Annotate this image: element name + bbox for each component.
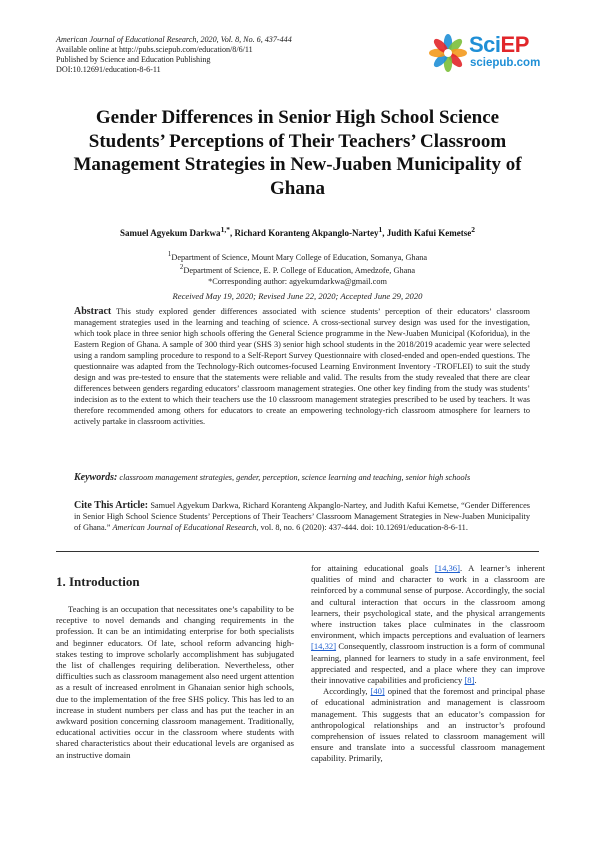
cite-text-end: , vol. 8, no. 6 (2020): 437-444. doi: 10.12691/education-8-6-11. [256,523,468,532]
flower-icon [425,32,471,74]
citation-link[interactable]: [40] [370,686,385,697]
abstract-label: Abstract [74,306,112,317]
citation-link[interactable]: [14,32] [311,641,337,652]
author-name: Richard Koranteng Akpanglo-Nartey [234,228,379,238]
logo-center [444,49,452,57]
citation-link[interactable]: [14,36] [434,563,460,573]
body-paragraph: Accordingly, [40] opined that the foremost and principal phase of educational administration and management is classroom management. This suggests that an educator’s compassion for anthropological relationships and an instructor’s profound comprehension of issues related to classroom management will ensure and translate into a successful classroom management capability. Primarily, [311,686,545,764]
affiliation-2: $^2$Department of Science, E. P. College of Education, Amedzofe, Ghana [179,264,416,276]
doi-line: DOI:10.12691/education-8-6-11 [56,65,161,74]
citation-block [74,500,530,533]
keywords [74,472,530,483]
author-separator: , [229,228,235,238]
article-title: Gender Differences in Senior High School Science Students’ Perceptions of Their Teachers’ Classroom Management Strategies in New-Juaben Municipality of Ghana [73,107,522,199]
author-separator: , [382,228,387,238]
section-divider [56,551,539,552]
author-name: Samuel Agyekum Darkwa [120,228,221,238]
body-column-left [56,570,294,761]
cite-journal: American Journal of Educational Research [112,523,257,532]
body-paragraph: for attaining educational goals [14,36]. A learner’s inherent qualities of mind and character to work in a classroom are reinforced by a communal sense of purpose. Accordingly, the social and cultural interaction that occurs in the classroom among learners, their psychological state, and the physical arrangements where instruction takes place culminates in the classroom environment, which impacts perceptions and evaluation of learners [14,32] Consequently, classroom instruction is a form of communal learning, planned for learners to study in a safe environment, feel appreciated and respected, and a place where they can improve their innovative capabilities and proficiency [8]. [311,563,545,686]
article-dates: Received May 19, 2020; Revised June 22, 2020; Accepted June 29, 2020 [172,291,423,301]
body-column-right [311,563,545,765]
logo-wordmark [469,33,529,57]
journal-citation-line: American Journal of Educational Research, 2020, Vol. 8, No. 6, 437-444 [56,35,292,44]
corresponding-author: *Corresponding author: agyekumdarkwa@gmail.com [208,276,387,286]
abstract-text: This study explored gender differences associated with science students’ perception of their educators’ classroom management strategies used in the learning and teaching of science. A cross-sectional survey design was used for the investigation, which took place in three senior high schools offering the General Science programme in the New-Juaben Municipal (Koforidua), in the Eastern Region of Ghana. A sample of 300 third year (SHS 3) senior high school students in the 2018/2019 academic year were selected using a random sampling procedure to respond to a Self-Report Survey Questionnaire with closed-ended and open-ended questions. The questionnaire was adapted from the Technology-Rich outcomes-focused Learning Environment Inventory -TROFLEI) to suit the study design and was pre-tested to ensure that the statements were reliable and valid. The results from the study revealed that there are clear differences between genders regarding educators’ classroom management strategies. One other key finding from the study was students’ indecision as to the extent to which their teachers use the 10 classroom management strategies prescribed to be used by teachers. It was therefore recommended among others for educators to create an empowering technology-rich classroom atmosphere for learners to actively partake in classroom activities. [74,307,530,426]
available-online-line: Available online at http://pubs.sciepub.com/education/8/6/11 [56,45,253,54]
author-affiliation-marker: 2 [471,225,475,234]
affiliation-1: $^1$Department of Science, Mount Mary College of Education, Somanya, Ghana [167,251,428,262]
logo-ep: EP [500,32,529,57]
publisher-line: Published by Science and Education Publishing [56,55,211,64]
affiliations [60,250,535,287]
cite-text: Samuel Agyekum Darkwa, Richard Koranteng Akpanglo-Nartey, and Judith Kafui Kemetse, “Gender Differences in Senior High School Science Students’ Perceptions of Their Teachers’ Classroom Management Strategies in New-Juaben Municipality of Ghana.” [74,501,530,532]
author-name: Judith Kafui Kemetse [386,228,472,238]
logo-domain: sciepub.com [470,57,541,69]
author-affiliation-marker: 1,* [220,225,230,234]
keywords-text: classroom management strategies, gender, perception, science learning and teaching, senior high schools [117,473,471,482]
author-affiliation-marker: 1 [378,225,383,234]
logo-sci: Sci [469,32,501,57]
keywords-label: Keywords: [74,472,118,483]
cite-label: Cite This Article: [74,500,149,511]
abstract [74,306,530,427]
body-paragraph: Teaching is an occupation that necessitates one’s capability to be receptive to novel demands and changing requirements in the profession. It can be an intimidating enterprise for both specialists and beginner educators. Of late, school reform advancing high-stakes testing to improve scholarly accomplishment has subjugated the list of challenges requiring deliberation. Nevertheless, other difficulties such as classroom management also need urgent attention as a result of increased enrolment in Ghanaian senior high schools, due to the implementation of the free SHS policy. This has led to an increase in student numbers per class and has put the teacher in an awkward position concerning classroom management. Traditionally, educational activities occur in the classroom where students with shared characteristics about their educational levels are organised as an instructive domain [56,604,294,760]
section-heading-introduction: 1. Introduction [56,574,140,589]
journal-header [56,35,376,75]
sciepub-logo [425,30,545,78]
citation-link[interactable]: [8] [464,675,475,686]
author-list [60,225,535,238]
